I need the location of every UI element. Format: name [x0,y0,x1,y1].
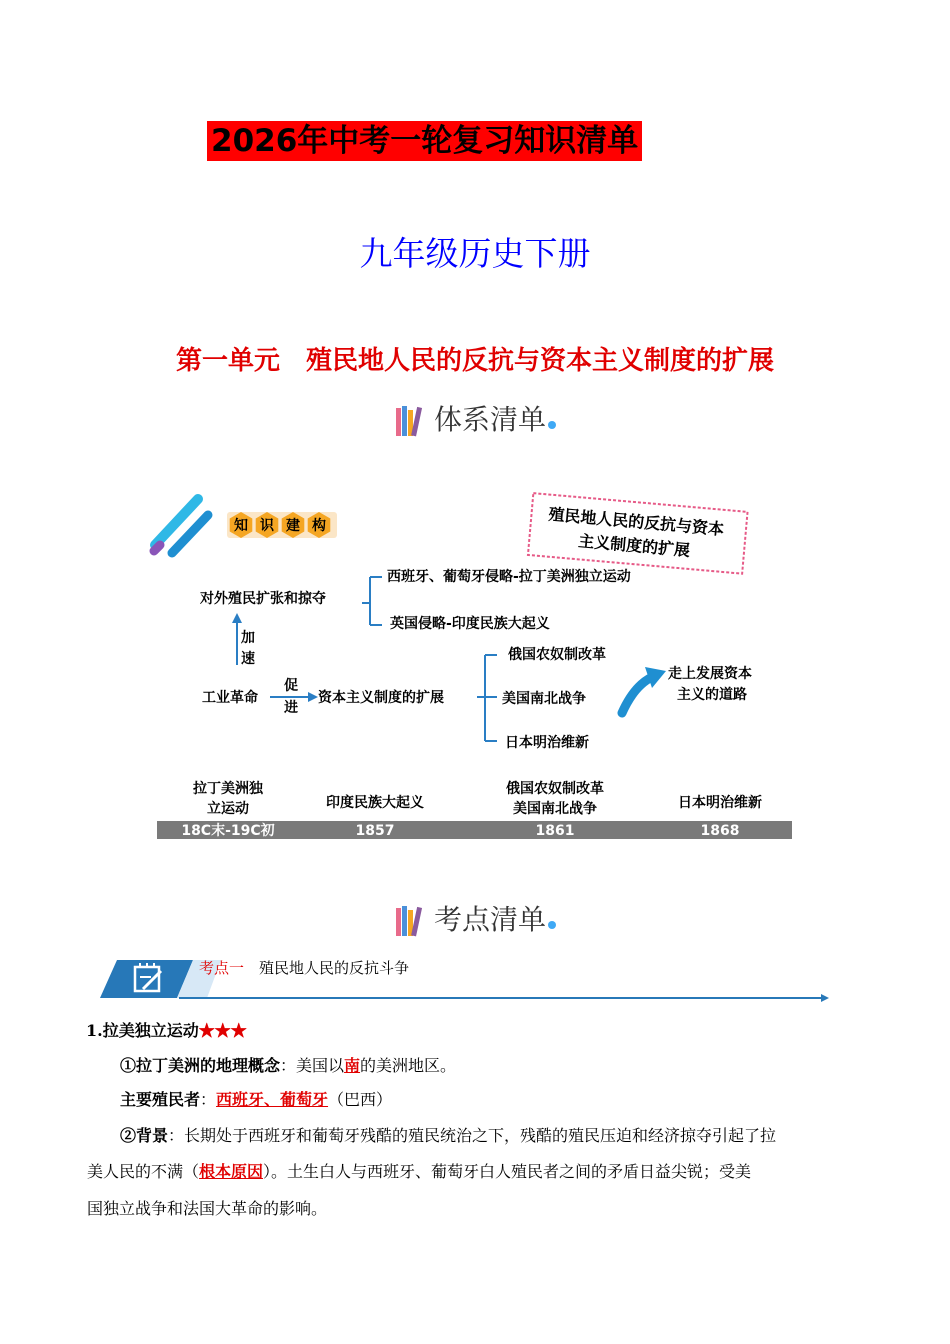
timeline-date: 1861 [535,823,575,839]
background-key: 根本原因 [199,1162,264,1181]
accent-dot [548,921,556,929]
books-icon [394,904,428,938]
colonizer-line [120,1090,392,1110]
exam-list-label: 考点清单 [433,903,546,936]
note-card-line1: 殖民地人民的反抗与资本 [547,504,725,539]
timeline-date: 1857 [355,823,395,839]
colonizer-key: 西班牙、葡萄牙 [216,1090,329,1109]
map-capitalism-expansion: 资本主义制度的扩展 [318,690,444,706]
system-list-label: 体系清单 [433,403,546,436]
timeline-event-label: 俄国农奴制改革 [506,781,604,797]
system-list-heading [0,398,950,438]
colonizer-label: 主要殖民者 [120,1090,201,1109]
colonizer-colon: ： [200,1090,217,1109]
background-text2-pre: 美人民的不满（ [87,1162,200,1181]
map-russia-reform: 俄国农奴制改革 [508,647,606,663]
map-result-1: 走上发展资本 [668,666,752,682]
unit-title: 第一单元 殖民地人民的反抗与资本主义制度的扩展 [175,346,774,376]
map-accelerate-1: 加 [241,630,255,646]
map-promote-1: 促 [284,678,298,694]
books-icon [394,404,428,438]
timeline-event-label: 拉丁美洲独 [193,781,263,797]
map-us-civil-war: 美国南北战争 [502,691,586,707]
note-card-line2: 主义制度的扩展 [577,531,691,560]
timeline-date: 18C末-19C初 [181,823,275,839]
topic-number: 考点一 [199,959,245,977]
knowledge-map [140,485,810,850]
concept-pre: ：美国以 [280,1056,345,1075]
badge-char: 知 [234,518,248,534]
topic-title-row [199,958,409,978]
knowledge-badge [227,512,337,538]
exam-list-heading [0,898,950,938]
map-promote-2: 进 [284,700,298,716]
background-line2 [87,1162,751,1182]
concept-key: 南 [344,1056,361,1075]
map-expansion: 对外殖民扩张和掠夺 [200,591,326,607]
badge-char: 识 [260,518,274,534]
item1-heading [86,1021,247,1041]
accent-dot [548,421,556,429]
badge-char: 构 [312,518,326,534]
timeline-event-label: 日本明治维新 [678,795,762,811]
colonizer-note: （巴西） [328,1090,393,1109]
concept-post: 的美洲地区。 [360,1056,457,1075]
decorative-stripes-icon [154,499,208,553]
timeline-event-label: 印度民族大起义 [326,795,424,811]
map-meiji: 日本明治维新 [505,735,589,751]
item1-title: 1.拉美独立运动 [86,1021,199,1040]
concept-label: ①拉丁美洲的地理概念 [120,1056,281,1075]
background-text1: ：长期处于西班牙和葡萄牙残酷的殖民统治之下，残酷的殖民压迫和经济掠夺引起了拉 [168,1126,777,1145]
topic-title: 殖民地人民的反抗斗争 [259,959,410,977]
timeline-event-label: 立运动 [207,801,249,817]
background-text2-post: ）。土生白人与西班牙、葡萄牙白人殖民者之间的矛盾日益尖锐；受美 [263,1162,752,1181]
book-subtitle: 九年级历史下册 [359,234,591,273]
importance-stars: ★★★ [198,1021,247,1040]
map-result-2: 主义的道路 [677,687,747,703]
map-industrial-revolution: 工业革命 [202,690,258,706]
timeline-date: 1868 [700,823,740,839]
badge-char: 建 [286,518,300,534]
background-line3: 国独立战争和法国大革命的影响。 [87,1199,328,1218]
map-branch-latin: 西班牙、葡萄牙侵略-拉丁美洲独立运动 [387,569,631,585]
background-label: ②背景 [120,1126,169,1145]
background-line1 [120,1126,776,1146]
concept-line [120,1056,456,1076]
map-branch-india: 英国侵略-印度民族大起义 [390,616,550,632]
map-accelerate-2: 速 [241,651,255,667]
timeline-event-label: 美国南北战争 [513,801,597,817]
document-title-banner: 2026年中考一轮复习知识清单 [207,121,642,161]
